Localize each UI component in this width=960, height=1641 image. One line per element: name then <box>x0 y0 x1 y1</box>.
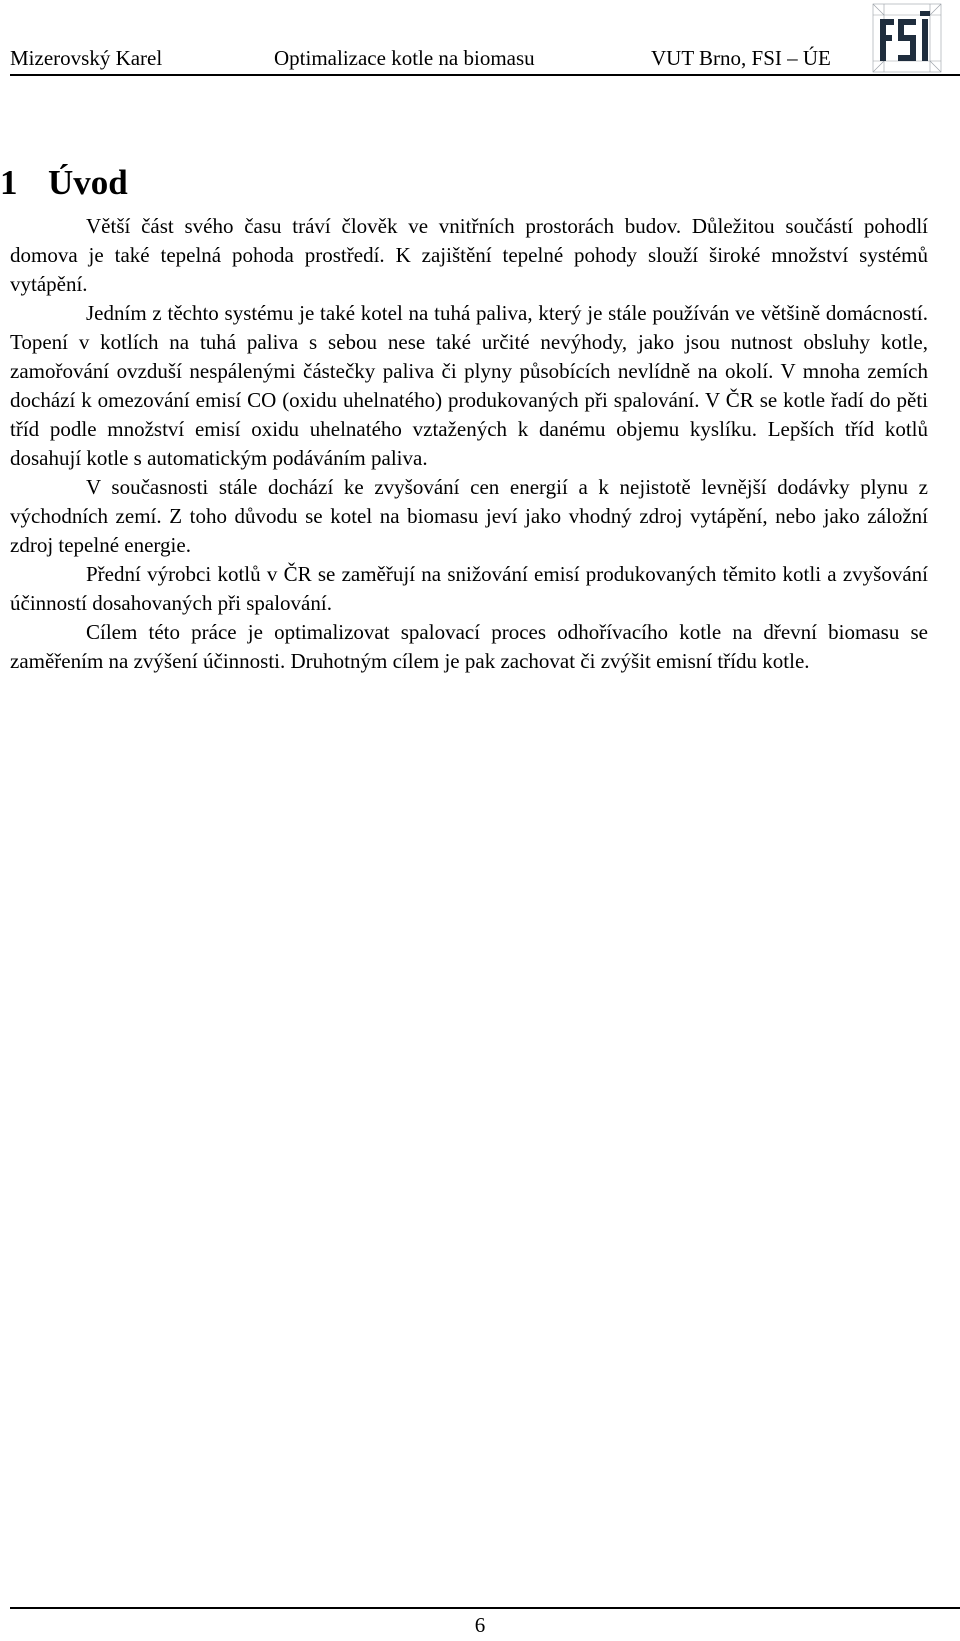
chapter-title: Úvod <box>48 163 128 203</box>
header-author: Mizerovský Karel <box>10 46 163 70</box>
page-header <box>10 0 960 76</box>
chapter-number: 1 <box>0 163 18 203</box>
paragraph: Jedním z těchto systému je také kotel na tuhá paliva, který je stále používán ve většině domácností. Topení v kotlích na tuhá paliva s sebou nese také určité nevýhody, jako jsou nutnost obsluhy kotle, zamořování ovzduší nespálenými částečky paliva či plyny působících nevlídně na okolí. V mnoha zemích dochází k omezování emisí CO (oxidu uhelnatého) produkovaných při spalování. V ČR se kotle řadí do pěti tříd podle množství emisí oxidu uhelnatého vztažených k danému objemu kyslíku. Lepších tříd kotlů dosahují kotle s automatickým podáváním paliva. <box>10 301 928 470</box>
page-number: 6 <box>474 1613 486 1637</box>
chapter-heading <box>0 162 128 204</box>
paragraph: V současnosti stále dochází ke zvyšování cen energií a k nejistotě levnější dodávky plynu z východních zemí. Z toho důvodu se kotel na biomasu jeví jako vhodný zdroj vytápění, nebo jako záložní zdroj tepelné energie. <box>10 475 928 557</box>
fsi-logo-icon <box>872 3 942 73</box>
footer-rule <box>10 1607 960 1609</box>
paragraph: Cílem této práce je optimalizovat spalovací proces odhořívacího kotle na dřevní biomasu se zaměřením na zvýšení účinnosti. Druhotným cílem je pak zachovat či zvýšit emisní třídu kotle. <box>10 620 928 673</box>
paragraph: Přední výrobci kotlů v ČR se zaměřují na snižování emisí produkovaných těmito kotli a zvyšování účinností dosahovaných při spalování. <box>10 562 928 615</box>
header-title: Optimalizace kotle na biomasu <box>274 46 535 70</box>
header-institution: VUT Brno, FSI – ÚE <box>651 46 831 70</box>
header-rule <box>10 74 960 76</box>
paragraph: Větší část svého času tráví člověk ve vnitřních prostorách budov. Důležitou součástí pohodlí domova je také tepelná pohoda prostředí. K zajištění tepelné pohody slouží široké množství systémů vytápění. <box>10 214 928 296</box>
body-text <box>10 212 928 676</box>
